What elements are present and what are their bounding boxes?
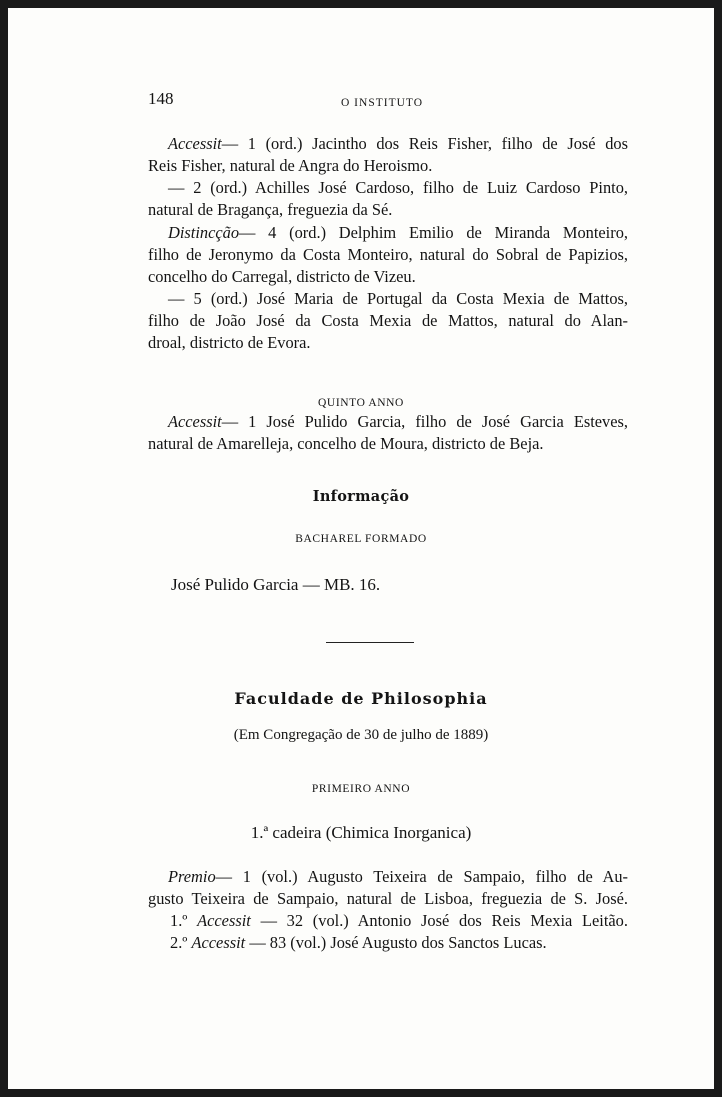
entry-line (168, 411, 628, 433)
entry-text: — 1 (ord.) Jacintho dos Reis Fisher, filho de José dos (221, 134, 628, 153)
entry-text: — 1 (vol.) Augusto Teixeira de Sampaio, filho de Au- (215, 867, 628, 886)
course-heading: 1.ª cadeira (Chimica Inorganica) (250, 823, 472, 842)
entry-label: Premio (168, 867, 216, 886)
entry-line (168, 133, 628, 155)
entry-text: — 1 José Pulido Garcia, filho de José Garcia Esteves, (221, 412, 628, 431)
entry-label: Accessit (197, 911, 251, 930)
entry-text: — 4 (ord.) Delphim Emilio de Miranda Monteiro, (239, 223, 628, 242)
entry-line: Reis Fisher, natural de Angra do Heroismo. (148, 156, 433, 175)
entry-text: — 32 (vol.) Antonio José dos Reis Mexia Leitão. (260, 911, 628, 930)
ordinal: 1.º (170, 911, 188, 930)
entry-line: — 5 (ord.) José Maria de Portugal da Costa Mexia de Mattos, (168, 289, 628, 308)
running-title: O INSTITUTO (341, 97, 424, 109)
entry-label: Accessit (191, 933, 246, 952)
entry-label: Accessit (168, 134, 222, 153)
ordinal: 2.º (170, 933, 188, 952)
entry-line (168, 866, 628, 888)
book-page (8, 8, 714, 1089)
section-heading-gothic: Informação (312, 488, 410, 505)
congregation-date: (Em Congregação de 30 de julho de 1889) (233, 727, 489, 743)
entry-line: — 2 (ord.) Achilles José Cardoso, filho de Luiz Cardoso Pinto, (168, 178, 628, 197)
entry-line: filho de Jeronymo da Costa Monteiro, natural do Sobral de Papizios, (148, 245, 628, 264)
entry-line (170, 910, 628, 932)
page-content (8, 8, 714, 1089)
year-heading: PRIMEIRO ANNO (311, 783, 411, 795)
entry-line: José Pulido Garcia — MB. 16. (171, 575, 381, 594)
entry-line (168, 222, 628, 244)
separator-rule (326, 642, 414, 643)
entry-line: gusto Teixeira de Sampaio, natural de Lisboa, freguezia de S. José. (148, 889, 628, 908)
entry-line: concelho do Carregal, districto de Vizeu. (148, 267, 416, 286)
page-number: 148 (148, 89, 174, 108)
entry-label: Distincção (168, 223, 240, 242)
entry-label: Accessit (168, 412, 222, 431)
entry-line: filho de João José da Costa Mexia de Mattos, natural do Alan- (148, 311, 628, 330)
entry-line: natural de Amarelleja, concelho de Moura, districto de Beja. (148, 434, 544, 453)
entry-text: — 83 (vol.) José Augusto dos Sanctos Lucas. (249, 933, 547, 952)
section-heading: QUINTO ANNO (318, 397, 404, 409)
entry-line: natural de Bragança, freguezia da Sé. (148, 200, 393, 219)
subsection-heading: BACHAREL FORMADO (295, 533, 427, 545)
entry-line (170, 932, 547, 954)
faculty-heading: Faculdade de Philosophia (234, 689, 488, 708)
entry-line: droal, districto de Evora. (148, 333, 311, 352)
